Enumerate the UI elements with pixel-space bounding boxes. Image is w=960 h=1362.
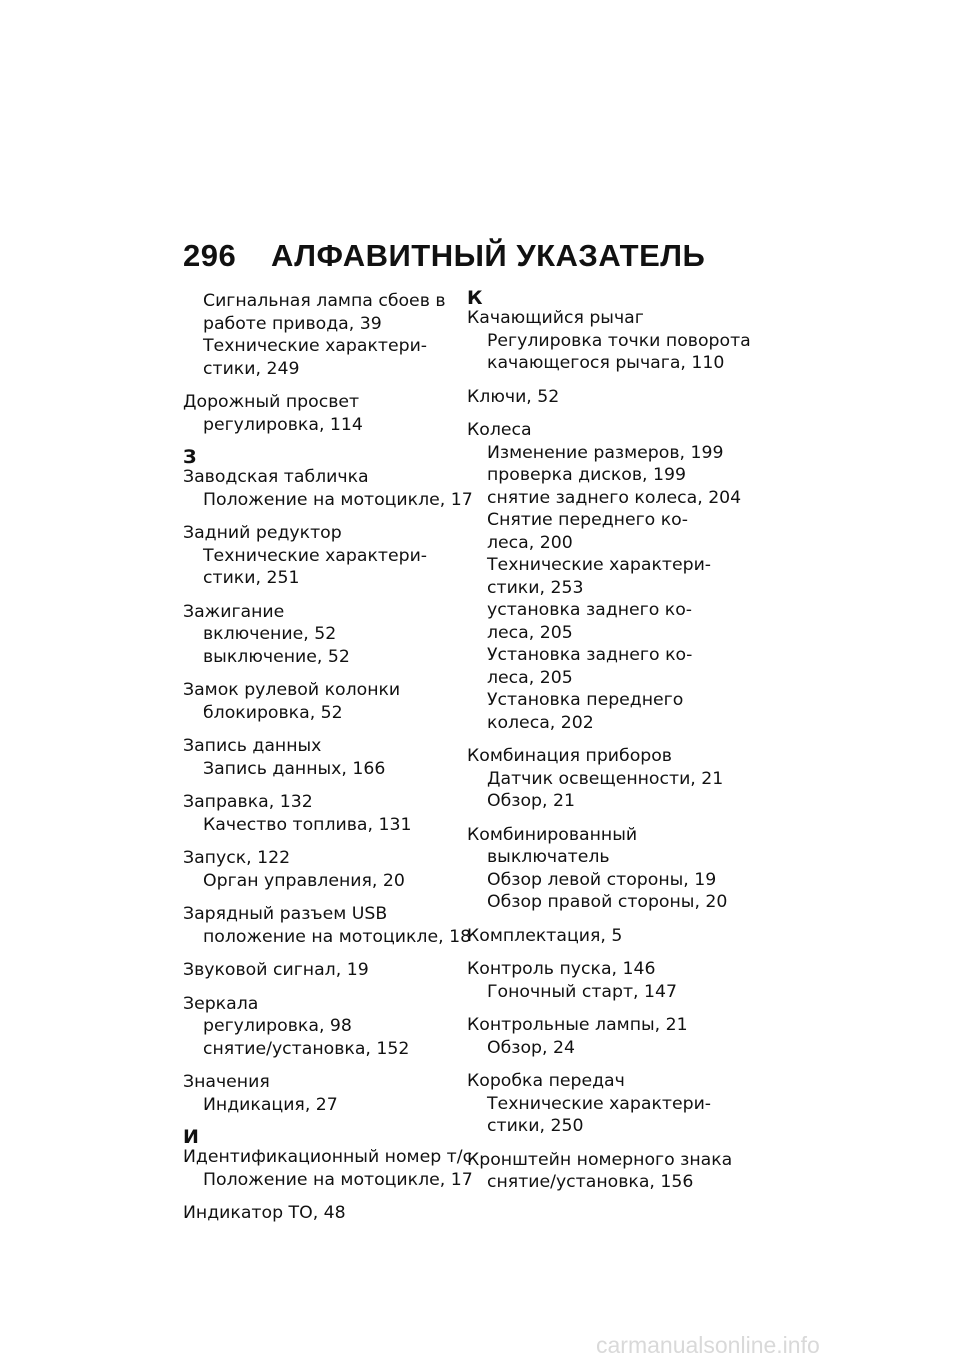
index-entry: Кронштейн номерного знака [467, 1149, 733, 1170]
entry-gap [183, 780, 463, 791]
index-subentry: Сигнальная лампа сбоев в [203, 291, 446, 311]
entry-gap [183, 836, 463, 847]
index-subentry: выключатель [487, 847, 610, 867]
index-subentry: работе привода, 39 [203, 313, 382, 334]
index-entry: Дорожный просвет [183, 392, 360, 412]
entry-gap [467, 375, 747, 386]
index-subentry: Установка заднего ко- [487, 645, 693, 665]
index-subentry: качающегося рычага, 110 [487, 353, 725, 373]
index-subentry: Технические характери- [487, 1093, 712, 1114]
index-subentry: Технические характери- [203, 336, 428, 356]
index-subentry: снятие заднего колеса, 204 [487, 487, 742, 508]
entry-gap [183, 380, 463, 391]
index-subentry: снятие/установка, 152 [203, 1038, 410, 1059]
index-entry: Заводская табличка [183, 467, 369, 487]
index-subentry: установка заднего ко- [487, 600, 693, 620]
index-subentry: Регулировка точки поворота [487, 330, 751, 351]
index-entry: Зарядный разъем USB [183, 904, 388, 924]
entry-gap [467, 1059, 747, 1070]
page-header [183, 238, 705, 274]
index-subentry: выключение, 52 [203, 646, 350, 667]
index-entry: Зажигание [183, 601, 285, 622]
index-subentry: положение на мотоцикле, 18 [203, 926, 472, 947]
index-entry: Индикатор ТО, 48 [183, 1203, 346, 1223]
index-subentry: Технические характери- [203, 545, 428, 566]
index-subentry: Качество топлива, 131 [203, 814, 412, 835]
entry-gap [183, 1191, 463, 1202]
index-entry: Замок рулевой колонки [183, 680, 401, 700]
index-subentry: Установка переднего [487, 690, 684, 710]
index-entry: Комбинация приборов [467, 746, 672, 766]
index-subentry: Гоночный старт, 147 [487, 981, 678, 1002]
section-letter: К [467, 287, 483, 309]
index-entry: Колеса [467, 420, 532, 440]
entry-gap [467, 1138, 747, 1149]
entry-gap [467, 813, 747, 824]
index-subentry: Запись данных, 166 [203, 758, 386, 779]
index-subentry: леса, 200 [487, 532, 573, 553]
page-title: АЛФАВИТНЫЙ УКАЗАТЕЛЬ [271, 238, 706, 273]
index-entry: Коробка передач [467, 1071, 625, 1091]
index-entry: Контроль пуска, 146 [467, 959, 656, 979]
index-entry: Задний редуктор [183, 523, 342, 543]
index-column-left [183, 290, 473, 1225]
index-entry: Комбинированный [467, 824, 638, 845]
index-column-right [467, 287, 751, 1194]
index-subentry: Изменение размеров, 199 [487, 442, 724, 463]
index-subentry: Обзор, 24 [487, 1037, 575, 1058]
index-subentry: стики, 251 [203, 568, 300, 588]
index-subentry: регулировка, 98 [203, 1016, 352, 1036]
index-subentry: Обзор левой стороны, 19 [487, 869, 717, 890]
index-entry: Запись данных [183, 736, 322, 756]
index-subentry: леса, 205 [487, 622, 573, 643]
section-letter: З [183, 446, 197, 468]
page-number: 296 [183, 238, 237, 273]
section-letter: И [183, 1126, 199, 1148]
index-subentry: Положение на мотоцикле, 17 [203, 1169, 473, 1190]
entry-gap [183, 948, 463, 959]
entry-gap [183, 668, 463, 679]
watermark: carmanualsonline.info [596, 1332, 820, 1358]
index-subentry: стики, 250 [487, 1116, 584, 1136]
entry-gap [467, 408, 747, 419]
index-entry: Зеркала [183, 993, 259, 1014]
index-subentry: снятие/установка, 156 [487, 1172, 694, 1192]
index-entry: Звуковой сигнал, 19 [183, 960, 369, 980]
entry-gap [183, 590, 463, 601]
index-subentry: Индикация, 27 [203, 1094, 338, 1115]
index-entry: Значения [183, 1072, 270, 1092]
index-subentry: леса, 205 [487, 667, 573, 688]
index-entry: Идентификационный номер т/с [183, 1147, 473, 1167]
index-subentry: включение, 52 [203, 624, 337, 644]
index-entry: Качающийся рычаг [467, 308, 644, 328]
entry-gap [467, 947, 747, 958]
index-subentry: проверка дисков, 199 [487, 465, 686, 485]
index-subentry: регулировка, 114 [203, 414, 363, 435]
index-subentry: колеса, 202 [487, 712, 594, 733]
index-entry: Контрольные лампы, 21 [467, 1015, 688, 1035]
entry-gap [183, 982, 463, 993]
index-subentry: Снятие переднего ко- [487, 510, 688, 530]
entry-gap [183, 511, 463, 522]
entry-gap [467, 734, 747, 745]
index-subentry: Обзор правой стороны, 20 [487, 892, 728, 912]
entry-gap [183, 1060, 463, 1071]
index-entry: Заправка, 132 [183, 792, 313, 812]
index-subentry: Технические характери- [487, 555, 712, 575]
entry-gap [183, 724, 463, 735]
index-subentry: Датчик освещенности, 21 [487, 768, 724, 789]
index-entry: Запуск, 122 [183, 848, 291, 868]
index-subentry: Орган управления, 20 [203, 870, 405, 891]
entry-gap [183, 892, 463, 903]
index-subentry: Положение на мотоцикле, 17 [203, 489, 473, 510]
index-subentry: блокировка, 52 [203, 702, 343, 723]
index-subentry: стики, 249 [203, 358, 300, 379]
index-entry: Комплектация, 5 [467, 925, 623, 946]
entry-gap [467, 1003, 747, 1014]
entry-gap [467, 914, 747, 925]
index-subentry: Обзор, 21 [487, 791, 575, 811]
index-subentry: стики, 253 [487, 577, 584, 598]
index-entry: Ключи, 52 [467, 386, 560, 407]
